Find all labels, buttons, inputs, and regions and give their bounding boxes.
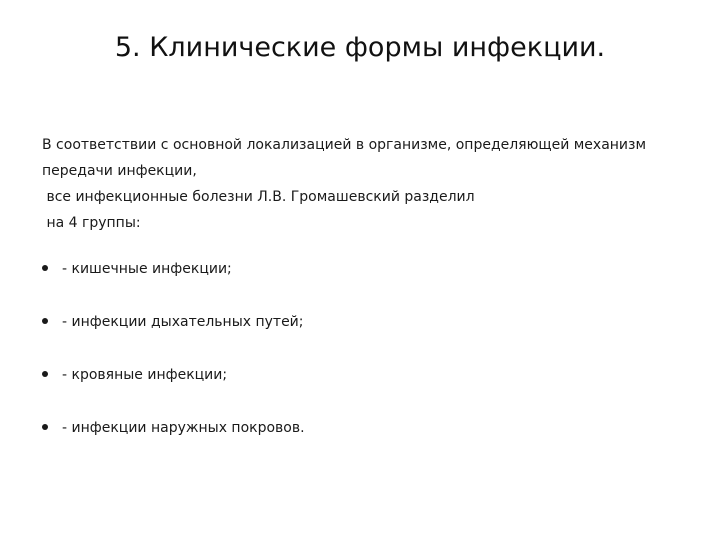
list-item-text: - инфекции наружных покровов. [62, 420, 305, 436]
slide-title: 5. Клинические формы инфекции. [114, 32, 606, 63]
list-item [42, 256, 692, 282]
bullet-icon [42, 318, 48, 324]
bullet-icon [42, 265, 48, 271]
bullet-icon [42, 371, 48, 377]
infection-groups-list [42, 256, 692, 468]
bullet-icon [42, 424, 48, 430]
intro-line: на 4 группы: [42, 215, 141, 231]
intro-line: передачи инфекции, [42, 163, 197, 179]
list-item-text: - кишечные инфекции; [62, 261, 232, 277]
list-item-text: - кровяные инфекции; [62, 367, 228, 383]
intro-paragraph [42, 132, 692, 236]
list-item [42, 415, 692, 441]
intro-line: В соответствии с основной локализацией в организме, определяющей механизм [42, 137, 647, 153]
list-item [42, 309, 692, 335]
intro-line: все инфекционные болезни Л.В. Громашевский разделил [42, 189, 475, 205]
list-item [42, 362, 692, 388]
list-item-text: - инфекции дыхательных путей; [62, 314, 304, 330]
